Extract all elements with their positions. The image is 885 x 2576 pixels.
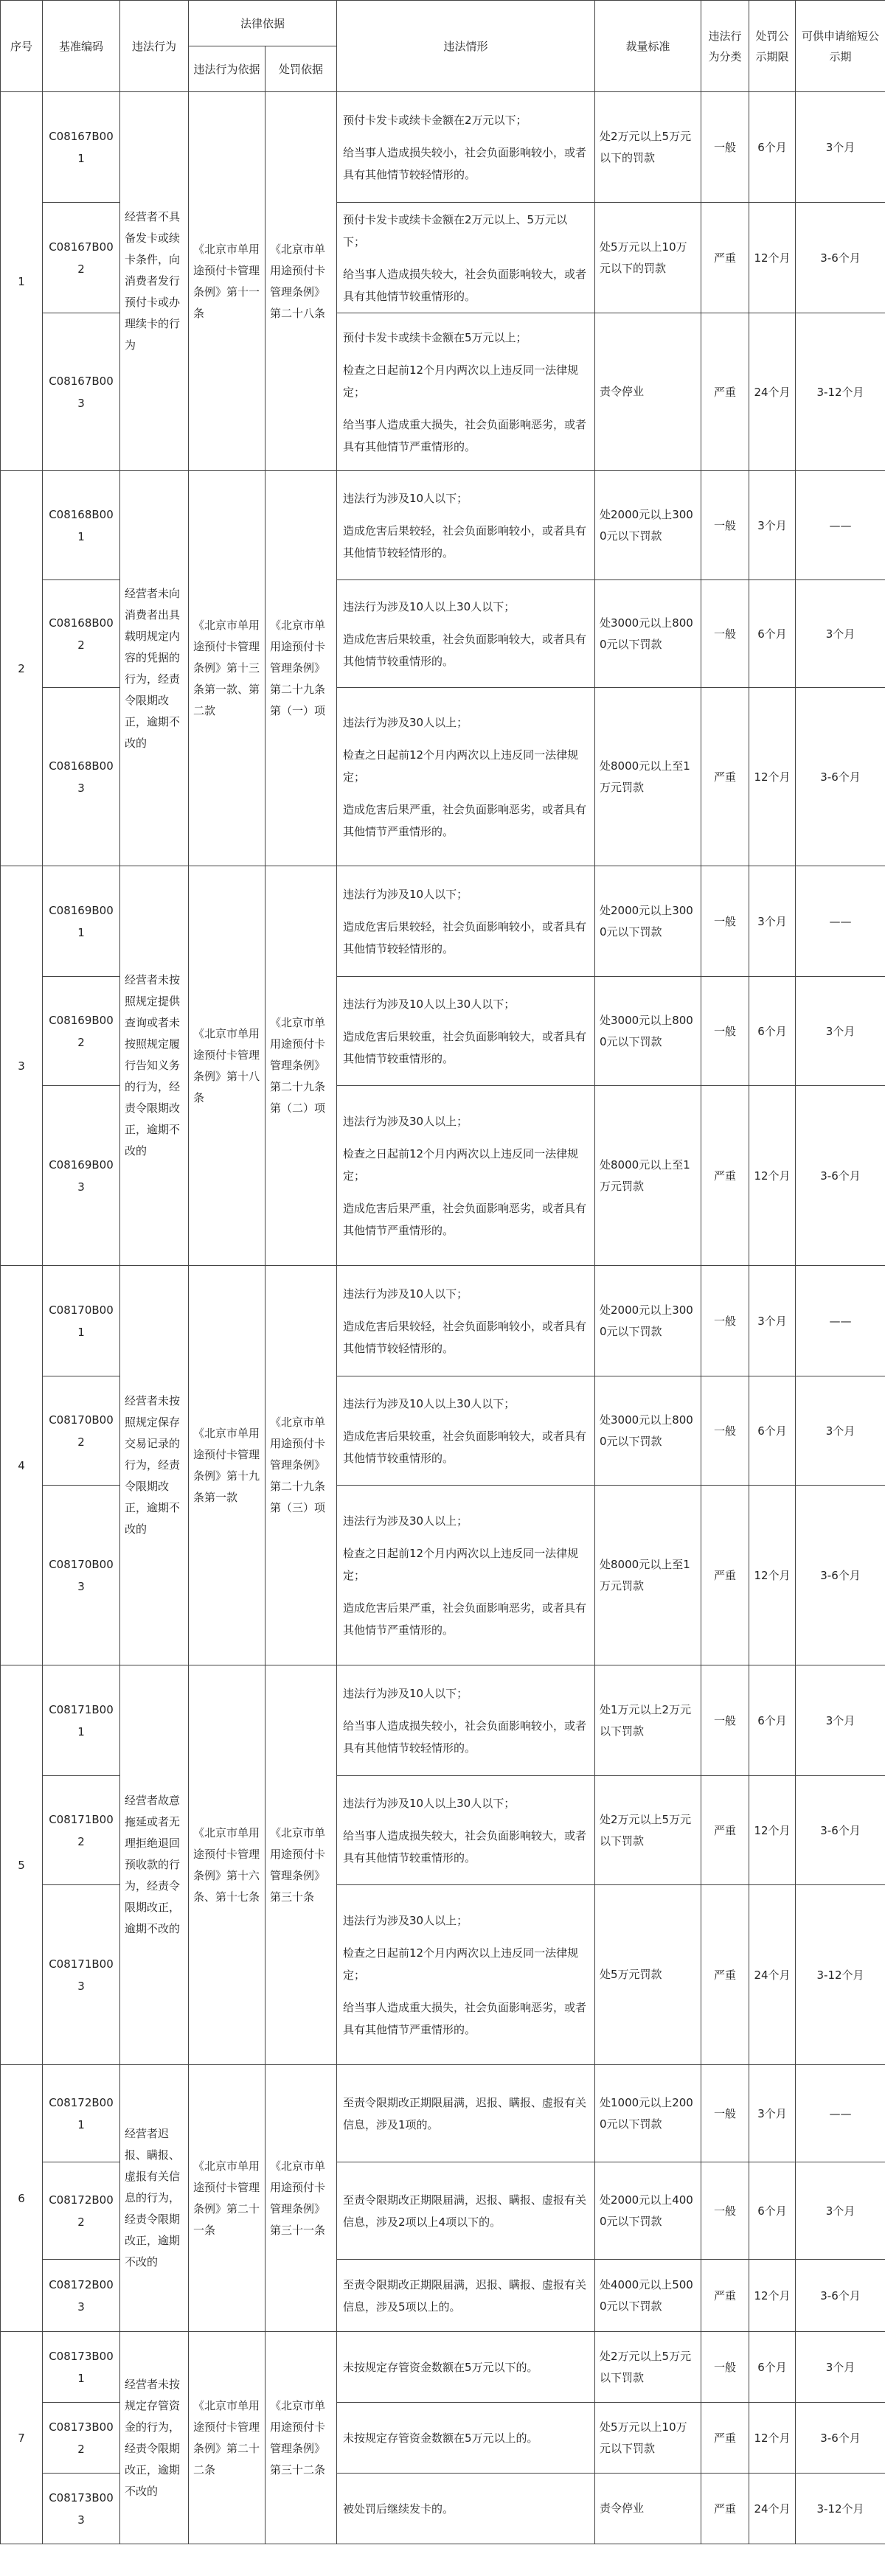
situation-line: 检查之日起前12个月内两次以上违反同一法律规定； — [343, 748, 579, 784]
cell-category: 严重 — [701, 1776, 749, 1885]
cell-publicity: 3个月 — [749, 1266, 796, 1376]
cell-behavior: 经营者故意拖延或者无理拒绝退回预收款的行为，经责令限期改正，逾期不改的 — [120, 1665, 189, 2065]
cell-shorten: —— — [796, 1266, 885, 1376]
cell-situation — [337, 2474, 595, 2544]
cell-situation — [337, 313, 595, 471]
cell-standard: 处2万元以上5万元以下罚款 — [595, 1776, 701, 1885]
cell-code: C08169B002 — [43, 977, 120, 1086]
cell-publicity: 6个月 — [749, 2332, 796, 2403]
cell-publicity: 6个月 — [749, 1376, 796, 1486]
header-situation: 违法情形 — [337, 1, 595, 92]
cell-category: 严重 — [701, 1086, 749, 1266]
cell-situation — [337, 2162, 595, 2260]
cell-situation — [337, 1885, 595, 2065]
situation-line: 违法行为涉及30人以上； — [343, 1514, 468, 1528]
cell-shorten: 3-6个月 — [796, 1776, 885, 1885]
cell-standard: 处8000元以上至1万元罚款 — [595, 1486, 701, 1665]
cell-shorten: 3-6个月 — [796, 688, 885, 866]
cell-basis-penalty: 《北京市单用途预付卡管理条例》第三十一条 — [266, 2065, 337, 2332]
situation-line: 违法行为涉及10人以下； — [343, 1686, 468, 1700]
header-code: 基准编码 — [43, 1, 120, 92]
situation-line: 违法行为涉及10人以上30人以下； — [343, 599, 516, 613]
cell-situation — [337, 977, 595, 1086]
header-publicity: 处罚公示期限 — [749, 1, 796, 92]
table-row — [1, 1266, 885, 1376]
situation-line: 至责令限期改正期限届满，迟报、瞒报、虚报有关信息，涉及5项以上的。 — [343, 2277, 587, 2314]
cell-basis-violation: 《北京市单用途预付卡管理条例》第二十一条 — [189, 2065, 266, 2332]
situation-line: 至责令限期改正期限届满，迟报、瞒报、虚报有关信息，涉及1项的。 — [343, 2095, 587, 2131]
cell-basis-penalty: 《北京市单用途预付卡管理条例》第二十九条第（一）项 — [266, 471, 337, 866]
cell-seq: 6 — [1, 2065, 43, 2332]
situation-line: 造成危害后果严重，社会负面影响恶劣，或者具有其他情节严重情形的。 — [343, 802, 587, 838]
situation-line: 至责令限期改正期限届满，迟报、瞒报、虚报有关信息，涉及2项以上4项以下的。 — [343, 2193, 587, 2229]
cell-situation — [337, 1086, 595, 1266]
situation-line: 给当事人造成重大损失，社会负面影响恶劣，或者具有其他情节严重情形的。 — [343, 2000, 587, 2036]
header-seq: 序号 — [1, 1, 43, 92]
situation-line: 造成危害后果较轻，社会负面影响较小，或者具有其他情节较轻情形的。 — [343, 1319, 587, 1355]
cell-behavior: 经营者不具备发卡或续卡条件，向消费者发行预付卡或办理续卡的行为 — [120, 92, 189, 471]
cell-situation — [337, 1665, 595, 1776]
situation-line: 被处罚后继续发卡的。 — [343, 2502, 454, 2516]
cell-shorten: 3-6个月 — [796, 1486, 885, 1665]
cell-code: C08171B003 — [43, 1885, 120, 2065]
cell-basis-violation: 《北京市单用途预付卡管理条例》第十九条第一款 — [189, 1266, 266, 1665]
cell-category: 严重 — [701, 688, 749, 866]
cell-publicity: 12个月 — [749, 2403, 796, 2474]
cell-category: 一般 — [701, 1665, 749, 1776]
cell-seq: 3 — [1, 866, 43, 1266]
cell-behavior: 经营者未按照规定提供查询或者未按照规定履行告知义务的行为，经责令限期改正，逾期不改的 — [120, 866, 189, 1266]
cell-publicity: 6个月 — [749, 92, 796, 203]
cell-situation — [337, 866, 595, 977]
cell-basis-violation: 《北京市单用途预付卡管理条例》第二十二条 — [189, 2332, 266, 2544]
situation-line: 预付卡发卡或续卡金额在5万元以上； — [343, 330, 527, 344]
cell-basis-violation: 《北京市单用途预付卡管理条例》第十三条第一款、第二款 — [189, 471, 266, 866]
cell-behavior: 经营者未按规定存管资金的行为，经责令限期改正，逾期不改的 — [120, 2332, 189, 2544]
cell-publicity: 12个月 — [749, 1486, 796, 1665]
cell-standard: 处2000元以上3000元以下罚款 — [595, 471, 701, 580]
cell-shorten: 3个月 — [796, 977, 885, 1086]
cell-code: C08172B002 — [43, 2162, 120, 2260]
situation-line: 给当事人造成损失较大，社会负面影响较大，或者具有其他情节较重情形的。 — [343, 267, 587, 303]
situation-line: 造成危害后果较重，社会负面影响较大，或者具有其他情节较重情形的。 — [343, 1029, 587, 1065]
cell-standard: 处8000元以上至1万元罚款 — [595, 688, 701, 866]
situation-line: 违法行为涉及30人以上； — [343, 1913, 468, 1927]
situation-line: 违法行为涉及10人以上30人以下； — [343, 1796, 516, 1810]
cell-behavior: 经营者未按照规定保存交易记录的行为，经责令限期改正，逾期不改的 — [120, 1266, 189, 1665]
situation-line: 给当事人造成损失较大，社会负面影响较大，或者具有其他情节较重情形的。 — [343, 1828, 587, 1865]
cell-basis-violation: 《北京市单用途预付卡管理条例》第十八条 — [189, 866, 266, 1266]
situation-line: 检查之日起前12个月内两次以上违反同一法律规定； — [343, 1146, 579, 1183]
cell-standard: 处2000元以上3000元以下罚款 — [595, 1266, 701, 1376]
cell-code: C08170B003 — [43, 1486, 120, 1665]
header-basis-penalty: 处罚依据 — [266, 46, 337, 92]
situation-line: 违法行为涉及10人以上30人以下； — [343, 1396, 516, 1410]
situation-line: 造成危害后果严重，社会负面影响恶劣，或者具有其他情节严重情形的。 — [343, 1601, 587, 1637]
cell-shorten: 3个月 — [796, 1665, 885, 1776]
situation-line: 造成危害后果较轻，社会负面影响较小，或者具有其他情节较轻情形的。 — [343, 523, 587, 560]
cell-shorten: 3-6个月 — [796, 203, 885, 313]
cell-publicity: 12个月 — [749, 1776, 796, 1885]
cell-basis-penalty: 《北京市单用途预付卡管理条例》第三十二条 — [266, 2332, 337, 2544]
table-row — [1, 1665, 885, 1776]
cell-shorten: 3-6个月 — [796, 2403, 885, 2474]
situation-line: 未按规定存管资金数额在5万元以下的。 — [343, 2360, 538, 2374]
cell-standard: 处2万元以上5万元以下的罚款 — [595, 92, 701, 203]
table-row — [1, 2065, 885, 2162]
cell-code: C08170B002 — [43, 1376, 120, 1486]
cell-situation — [337, 2065, 595, 2162]
cell-situation — [337, 688, 595, 866]
cell-category: 一般 — [701, 471, 749, 580]
situation-line: 给当事人造成损失较小，社会负面影响较小，或者具有其他情节较轻情形的。 — [343, 1719, 587, 1755]
cell-situation — [337, 203, 595, 313]
cell-standard: 处5万元以上10万元以下罚款 — [595, 2403, 701, 2474]
cell-standard: 处2000元以上3000元以下罚款 — [595, 866, 701, 977]
situation-line: 给当事人造成重大损失，社会负面影响恶劣，或者具有其他情节严重情形的。 — [343, 417, 587, 453]
situation-line: 造成危害后果较轻，社会负面影响较小，或者具有其他情节较轻情形的。 — [343, 919, 587, 955]
cell-shorten: 3-12个月 — [796, 313, 885, 471]
cell-behavior: 经营者未向消费者出具载明规定内容的凭据的行为，经责令限期改正，逾期不改的 — [120, 471, 189, 866]
table-row — [1, 866, 885, 977]
situation-line: 预付卡发卡或续卡金额在2万元以上、5万元以下； — [343, 212, 568, 248]
situation-line: 检查之日起前12个月内两次以上违反同一法律规定； — [343, 363, 579, 399]
cell-code: C08170B001 — [43, 1266, 120, 1376]
cell-category: 一般 — [701, 2065, 749, 2162]
cell-category: 一般 — [701, 1376, 749, 1486]
cell-basis-penalty: 《北京市单用途预付卡管理条例》第三十条 — [266, 1665, 337, 2065]
cell-code: C08173B002 — [43, 2403, 120, 2474]
cell-shorten: 3个月 — [796, 2332, 885, 2403]
cell-category: 严重 — [701, 203, 749, 313]
cell-publicity: 24个月 — [749, 313, 796, 471]
situation-line: 违法行为涉及10人以下； — [343, 491, 468, 505]
cell-category: 一般 — [701, 2162, 749, 2260]
cell-standard: 处8000元以上至1万元罚款 — [595, 1086, 701, 1266]
cell-shorten: 3-12个月 — [796, 2474, 885, 2544]
cell-code: C08173B003 — [43, 2474, 120, 2544]
situation-line: 造成危害后果较重，社会负面影响较大，或者具有其他情节较重情形的。 — [343, 1429, 587, 1465]
cell-publicity: 6个月 — [749, 977, 796, 1086]
cell-publicity: 6个月 — [749, 1665, 796, 1776]
cell-shorten: 3个月 — [796, 580, 885, 688]
table-row — [1, 92, 885, 203]
cell-code: C08169B001 — [43, 866, 120, 977]
cell-standard: 责令停业 — [595, 2474, 701, 2544]
cell-publicity: 12个月 — [749, 688, 796, 866]
cell-situation — [337, 2260, 595, 2332]
cell-category: 严重 — [701, 1486, 749, 1665]
cell-basis-violation: 《北京市单用途预付卡管理条例》第十一条 — [189, 92, 266, 471]
cell-category: 严重 — [701, 2474, 749, 2544]
cell-publicity: 3个月 — [749, 471, 796, 580]
cell-standard: 处3000元以上8000元以下罚款 — [595, 580, 701, 688]
cell-code: C08172B003 — [43, 2260, 120, 2332]
cell-code: C08172B001 — [43, 2065, 120, 2162]
cell-category: 严重 — [701, 313, 749, 471]
cell-standard: 处5万元罚款 — [595, 1885, 701, 2065]
cell-code: C08167B003 — [43, 313, 120, 471]
cell-code: C08171B001 — [43, 1665, 120, 1776]
cell-shorten: 3个月 — [796, 2162, 885, 2260]
cell-standard: 处2万元以上5万元以下罚款 — [595, 2332, 701, 2403]
header-basis-violation: 违法行为依据 — [189, 46, 266, 92]
situation-line: 造成危害后果较重，社会负面影响较大，或者具有其他情节较重情形的。 — [343, 632, 587, 668]
cell-standard: 处1000元以上2000元以下罚款 — [595, 2065, 701, 2162]
cell-code: C08167B002 — [43, 203, 120, 313]
table-row — [1, 471, 885, 580]
situation-line: 违法行为涉及10人以下； — [343, 1287, 468, 1301]
cell-standard: 处4000元以上5000元以下罚款 — [595, 2260, 701, 2332]
cell-code: C08171B002 — [43, 1776, 120, 1885]
cell-standard: 处3000元以上8000元以下罚款 — [595, 1376, 701, 1486]
cell-shorten: 3-6个月 — [796, 2260, 885, 2332]
cell-publicity: 3个月 — [749, 866, 796, 977]
cell-category: 严重 — [701, 1885, 749, 2065]
table-body — [1, 92, 885, 2544]
situation-line: 违法行为涉及30人以上； — [343, 715, 468, 729]
cell-basis-violation: 《北京市单用途预付卡管理条例》第十六条、第十七条 — [189, 1665, 266, 2065]
cell-category: 一般 — [701, 2332, 749, 2403]
situation-line: 检查之日起前12个月内两次以上违反同一法律规定； — [343, 1546, 579, 1582]
cell-publicity: 24个月 — [749, 2474, 796, 2544]
cell-category: 一般 — [701, 92, 749, 203]
cell-standard: 处3000元以上8000元以下罚款 — [595, 977, 701, 1086]
cell-shorten: —— — [796, 2065, 885, 2162]
cell-publicity: 3个月 — [749, 2065, 796, 2162]
cell-category: 一般 — [701, 866, 749, 977]
situation-line: 检查之日起前12个月内两次以上违反同一法律规定； — [343, 1946, 579, 1982]
cell-situation — [337, 580, 595, 688]
cell-basis-penalty: 《北京市单用途预付卡管理条例》第二十九条第（三）项 — [266, 1266, 337, 1665]
cell-seq: 2 — [1, 471, 43, 866]
cell-standard: 处1万元以上2万元以下罚款 — [595, 1665, 701, 1776]
cell-publicity: 12个月 — [749, 1086, 796, 1266]
situation-line: 预付卡发卡或续卡金额在2万元以下； — [343, 113, 527, 127]
cell-publicity: 6个月 — [749, 580, 796, 688]
cell-shorten: 3-12个月 — [796, 1885, 885, 2065]
header-standard: 裁量标准 — [595, 1, 701, 92]
cell-basis-penalty: 《北京市单用途预付卡管理条例》第二十八条 — [266, 92, 337, 471]
cell-category: 一般 — [701, 1266, 749, 1376]
cell-publicity: 12个月 — [749, 2260, 796, 2332]
cell-code: C08169B003 — [43, 1086, 120, 1266]
cell-shorten: 3个月 — [796, 92, 885, 203]
cell-category: 一般 — [701, 580, 749, 688]
cell-situation — [337, 1486, 595, 1665]
table-row — [1, 2332, 885, 2403]
cell-publicity: 6个月 — [749, 2162, 796, 2260]
cell-situation — [337, 1266, 595, 1376]
situation-line: 给当事人造成损失较小，社会负面影响较小，或者具有其他情节较轻情形的。 — [343, 145, 587, 181]
header-category: 违法行为分类 — [701, 1, 749, 92]
situation-line: 违法行为涉及10人以下； — [343, 887, 468, 901]
cell-situation — [337, 1376, 595, 1486]
situation-line: 违法行为涉及30人以上； — [343, 1114, 468, 1128]
cell-category: 严重 — [701, 2403, 749, 2474]
cell-situation — [337, 471, 595, 580]
cell-situation — [337, 2332, 595, 2403]
header-behavior: 违法行为 — [120, 1, 189, 92]
situation-line: 未按规定存管资金数额在5万元以上的。 — [343, 2431, 538, 2445]
cell-seq: 5 — [1, 1665, 43, 2065]
cell-seq: 7 — [1, 2332, 43, 2544]
cell-publicity: 24个月 — [749, 1885, 796, 2065]
cell-shorten: 3个月 — [796, 1376, 885, 1486]
cell-code: C08168B002 — [43, 580, 120, 688]
cell-publicity: 12个月 — [749, 203, 796, 313]
situation-line: 违法行为涉及10人以上30人以下； — [343, 997, 516, 1011]
cell-seq: 4 — [1, 1266, 43, 1665]
cell-shorten: —— — [796, 471, 885, 580]
cell-shorten: —— — [796, 866, 885, 977]
situation-line: 造成危害后果严重，社会负面影响恶劣，或者具有其他情节严重情形的。 — [343, 1201, 587, 1237]
cell-behavior: 经营者迟报、瞒报、虚报有关信息的行为，经责令限期改正，逾期不改的 — [120, 2065, 189, 2332]
cell-seq: 1 — [1, 92, 43, 471]
cell-category: 一般 — [701, 977, 749, 1086]
header-shorten: 可供申请缩短公示期 — [796, 1, 885, 92]
cell-code: C08168B001 — [43, 471, 120, 580]
cell-code: C08167B001 — [43, 92, 120, 203]
cell-standard: 处5万元以上10万元以下的罚款 — [595, 203, 701, 313]
cell-standard: 处2000元以上4000元以下罚款 — [595, 2162, 701, 2260]
header-legal-basis: 法律依据 — [189, 1, 337, 46]
cell-standard: 责令停业 — [595, 313, 701, 471]
cell-basis-penalty: 《北京市单用途预付卡管理条例》第二十九条第（二）项 — [266, 866, 337, 1266]
cell-situation — [337, 92, 595, 203]
cell-shorten: 3-6个月 — [796, 1086, 885, 1266]
cell-situation — [337, 2403, 595, 2474]
cell-code: C08168B003 — [43, 688, 120, 866]
cell-situation — [337, 1776, 595, 1885]
cell-category: 严重 — [701, 2260, 749, 2332]
cell-code: C08173B001 — [43, 2332, 120, 2403]
